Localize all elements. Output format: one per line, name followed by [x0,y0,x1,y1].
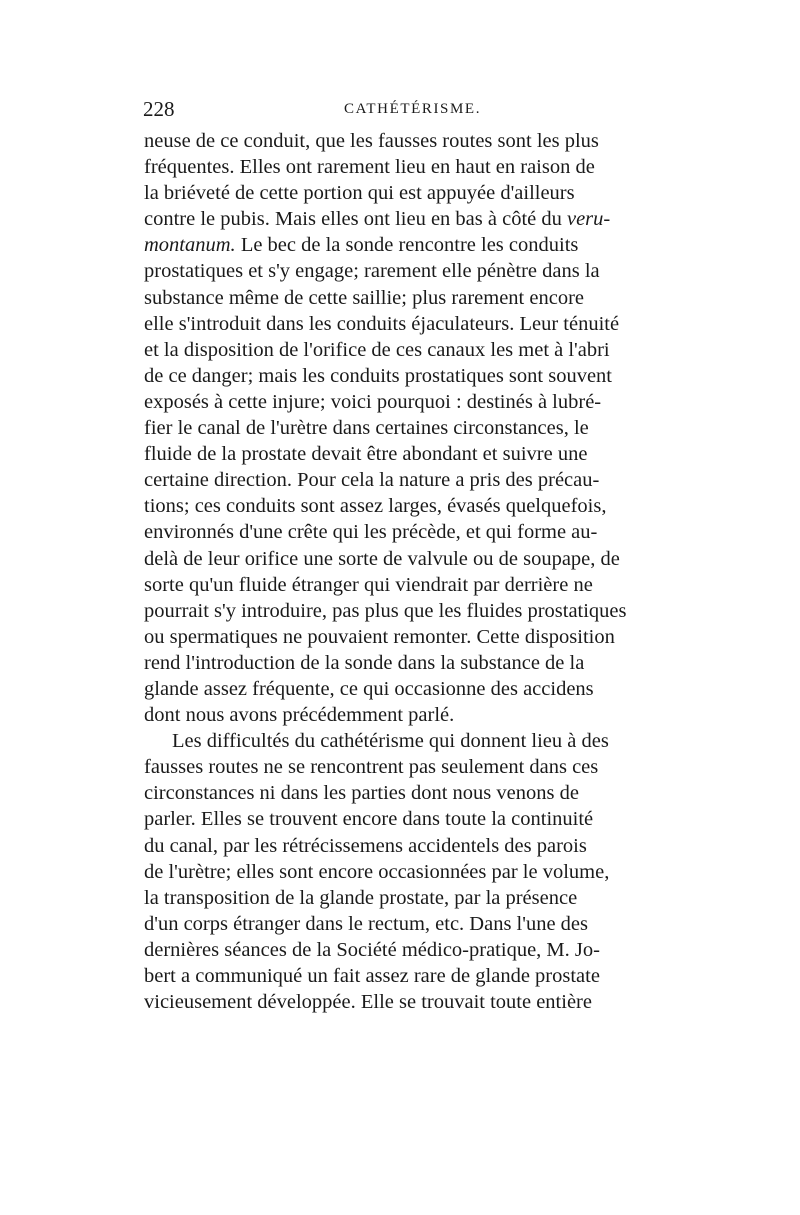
paragraph-first-line: Les difficultés du cathétérisme qui donnent lieu à des [172,730,609,753]
text-line-with-italic [144,206,657,232]
text-line: ou spermatiques ne pouvaient remonter. Cette disposition [144,625,615,648]
text-line: exposés à cette injure; voici pourquoi : destinés à lubré- [144,390,602,413]
text-line: glande assez fréquente, ce qui occasionne des accidens [144,677,594,700]
text-line-end: Le bec de la sonde rencontre les conduits [235,234,579,257]
text-line: sorte qu'un fluide étranger qui viendrait par derrière ne [144,573,593,596]
text-line: vicieusement développée. Elle se trouvait toute entière [144,991,592,1014]
italic-term: veru- [566,208,611,231]
text-line: d'un corps étranger dans le rectum, etc. Dans l'une des [144,912,588,935]
page-number: 228 [143,97,175,121]
text-line: de ce danger; mais les conduits prostatiques sont souvent [144,364,612,387]
text-line: prostatiques et s'y engage; rarement elle pénètre dans la [144,260,600,283]
text-line-with-italic [144,232,657,258]
text-line: dont nous avons précédemment parlé. [144,704,455,727]
text-line: circonstances ni dans les parties dont nous venons de [144,782,579,805]
text-line: et la disposition de l'orifice de ces canaux les met à l'abri [144,338,610,361]
text-line: la transposition de la glande prostate, par la présence [144,886,578,909]
text-line: fréquentes. Elles ont rarement lieu en haut en raison de [144,156,595,179]
running-head: CATHÉTÉRISME. [344,101,482,117]
text-line: neuse de ce conduit, que les fausses routes sont les plus [144,130,599,152]
text-line: du canal, par les rétrécissemens accidentels des parois [144,834,587,857]
text-line: pourrait s'y introduire, pas plus que les fluides prostatiques [144,599,627,622]
text-line: parler. Elles se trouvent encore dans toute la continuité [144,808,594,831]
italic-term: montanum. [144,234,236,257]
page-header [143,96,659,122]
text-line: fier le canal de l'urètre dans certaines circonstances, le [144,417,589,440]
text-line-start: contre le pubis. Mais elles ont lieu en bas à côté du [144,208,567,231]
text-line: bert a communiqué un fait assez rare de glande prostate [144,965,600,987]
text-line: de l'urètre; elles sont encore occasionnées par le volume, [144,860,610,883]
text-line: delà de leur orifice une sorte de valvule ou de soupape, de [144,547,620,570]
text-line: rend l'introduction de la sonde dans la substance de la [144,651,585,674]
text-line: environnés d'une crête qui les précède, et qui forme au- [144,521,598,544]
text-line: fausses routes ne se rencontrent pas seulement dans ces [144,756,599,779]
text-line: la briéveté de cette portion qui est appuyée d'ailleurs [144,182,575,205]
text-line: certaine direction. Pour cela la nature a pris des précau- [144,469,600,492]
text-line: substance même de cette saillie; plus rarement encore [144,286,584,309]
text-line: fluide de la prostate devait être abondant et suivre une [144,443,588,466]
text-line: tions; ces conduits sont assez larges, évasés quelquefois, [144,495,607,518]
body-text [144,128,657,1015]
text-line: dernières séances de la Société médico-pratique, M. Jo- [144,938,600,961]
text-line: elle s'introduit dans les conduits éjaculateurs. Leur ténuité [144,312,620,335]
